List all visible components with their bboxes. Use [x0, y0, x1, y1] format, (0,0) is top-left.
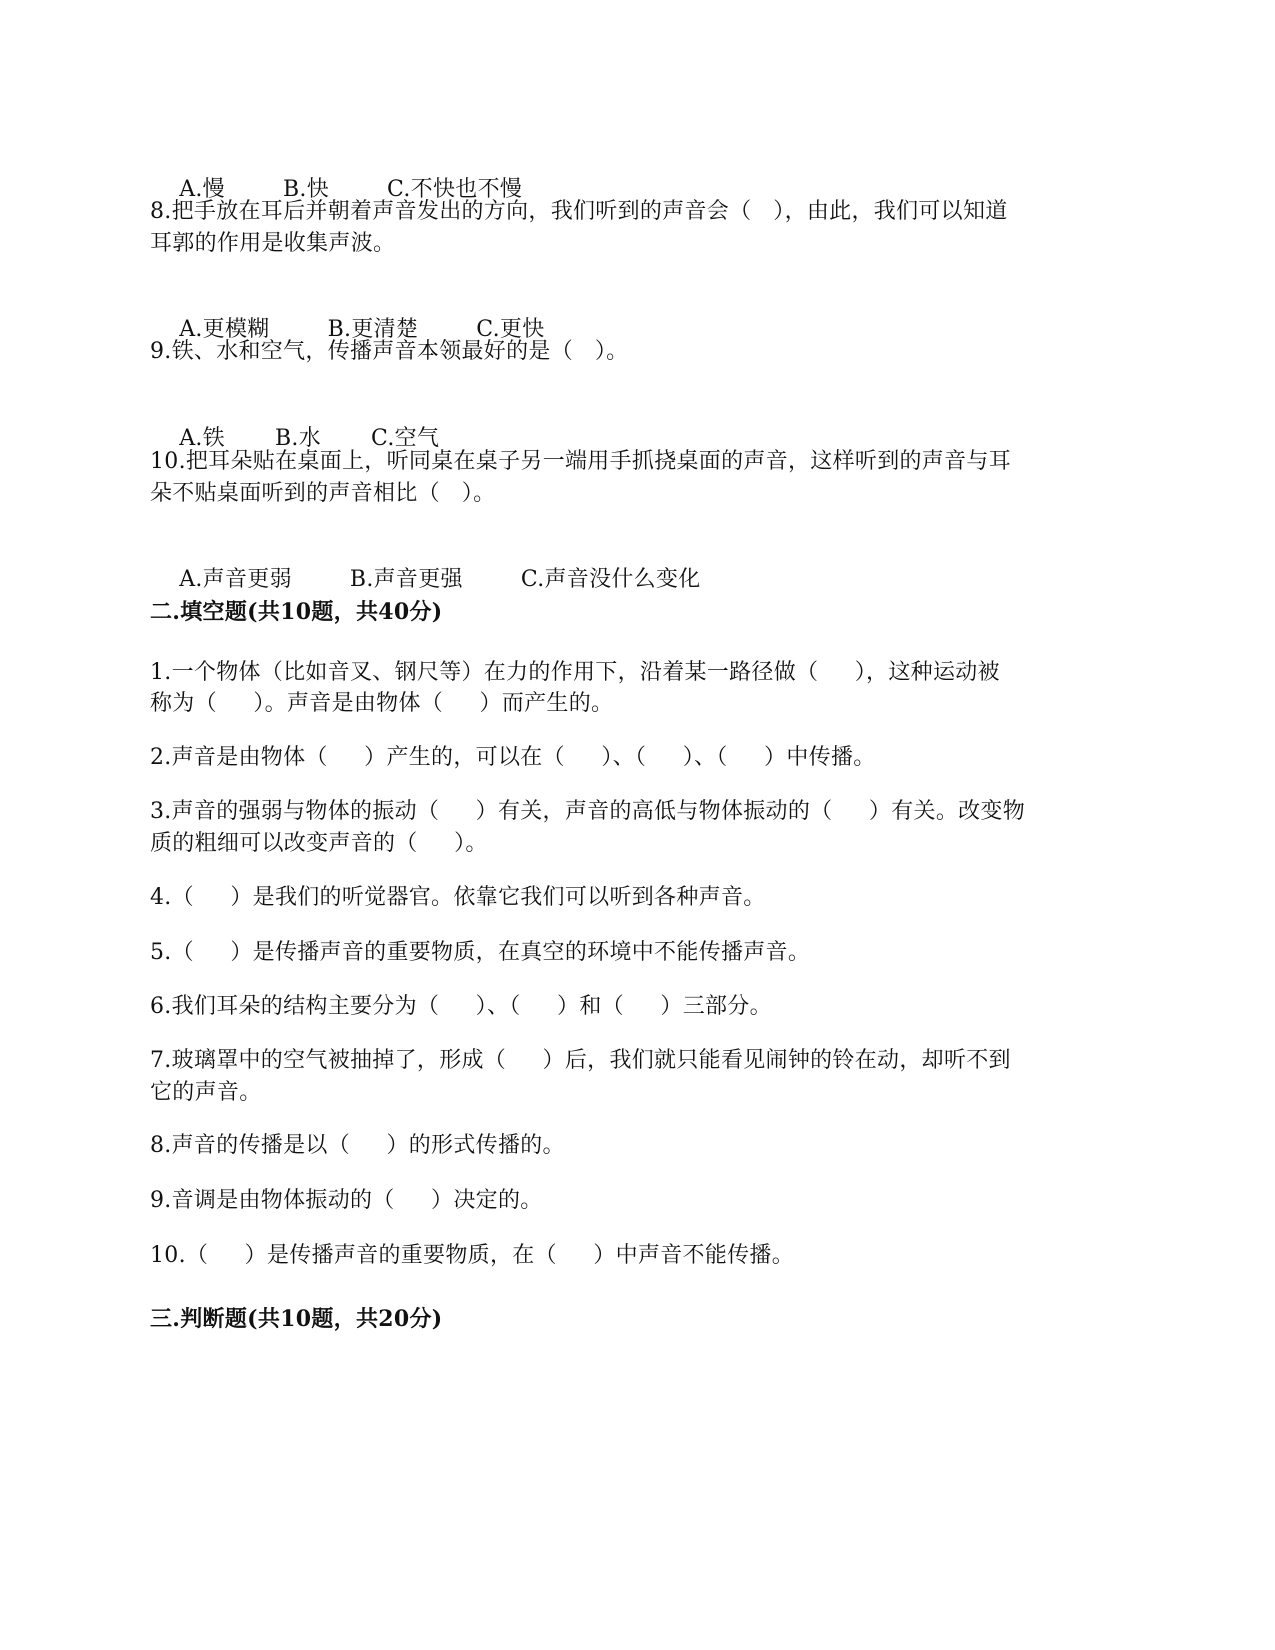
section-heading-fill-in: 二.填空题(共10题，共40分)	[150, 599, 443, 625]
option-a: A.声音更弱	[179, 567, 292, 592]
s2-q3-line1: 3.声音的强弱与物体的振动（ ）有关，声音的高低与物体振动的（ ）有关。改变物	[150, 799, 1026, 824]
option-c: C.不快也不慢	[387, 177, 523, 202]
option-c: C.空气	[371, 426, 440, 451]
s2-q2: 2.声音是由物体（ ）产生的，可以在（ ）、（ ）、（ ）中传播。	[150, 745, 876, 770]
option-b: B.水	[274, 426, 322, 451]
s2-q9: 9.音调是由物体振动的（ ）决定的。	[150, 1188, 543, 1213]
option-a: A.慢	[179, 177, 225, 202]
s2-q3-line2: 质的粗细可以改变声音的（ ）。	[150, 831, 488, 856]
q8-line1: 8.把手放在耳后并朝着声音发出的方向，我们听到的声音会（ ），由此，我们可以知道	[150, 199, 1008, 224]
s2-q7-line2: 它的声音。	[150, 1080, 262, 1105]
option-c: C.声音没什么变化	[520, 567, 701, 592]
s2-q7-line1: 7.玻璃罩中的空气被抽掉了，形成（ ）后，我们就只能看见闹钟的铃在动，却听不到	[150, 1048, 1011, 1073]
option-c: C.更快	[476, 317, 545, 342]
s2-q5: 5.（ ）是传播声音的重要物质，在真空的环境中不能传播声音。	[150, 940, 811, 965]
option-a: A.铁	[179, 426, 225, 451]
option-b: B.声音更强	[349, 567, 463, 592]
q8-line2: 耳郭的作用是收集声波。	[150, 231, 396, 256]
s2-q4: 4.（ ）是我们的听觉器官。依靠它我们可以听到各种声音。	[150, 885, 766, 910]
s2-q1-line1: 1.一个物体（比如音叉、钢尺等）在力的作用下，沿着某一路径做（ ），这种运动被	[150, 660, 1000, 685]
s2-q10: 10.（ ）是传播声音的重要物质，在（ ）中声音不能传播。	[150, 1243, 795, 1268]
section-heading-true-false: 三.判断题(共10题，共20分)	[150, 1306, 443, 1332]
option-a: A.更模糊	[179, 317, 270, 342]
option-b: B.快	[282, 177, 330, 202]
s2-q6: 6.我们耳朵的结构主要分为（ ）、（ ）和（ ）三部分。	[150, 994, 772, 1019]
s2-q8: 8.声音的传播是以（ ）的形式传播的。	[150, 1133, 565, 1158]
q9-line1: 9.铁、水和空气，传播声音本领最好的是（ ）。	[150, 339, 629, 364]
q10-line1: 10.把耳朵贴在桌面上，听同桌在桌子另一端用手抓挠桌面的声音，这样听到的声音与耳	[150, 449, 1011, 474]
s2-q1-line2: 称为（ ）。声音是由物体（ ）而产生的。	[150, 691, 614, 716]
q10-line2: 朵不贴桌面听到的声音相比（ ）。	[150, 481, 496, 506]
option-b: B.更清楚	[327, 317, 419, 342]
